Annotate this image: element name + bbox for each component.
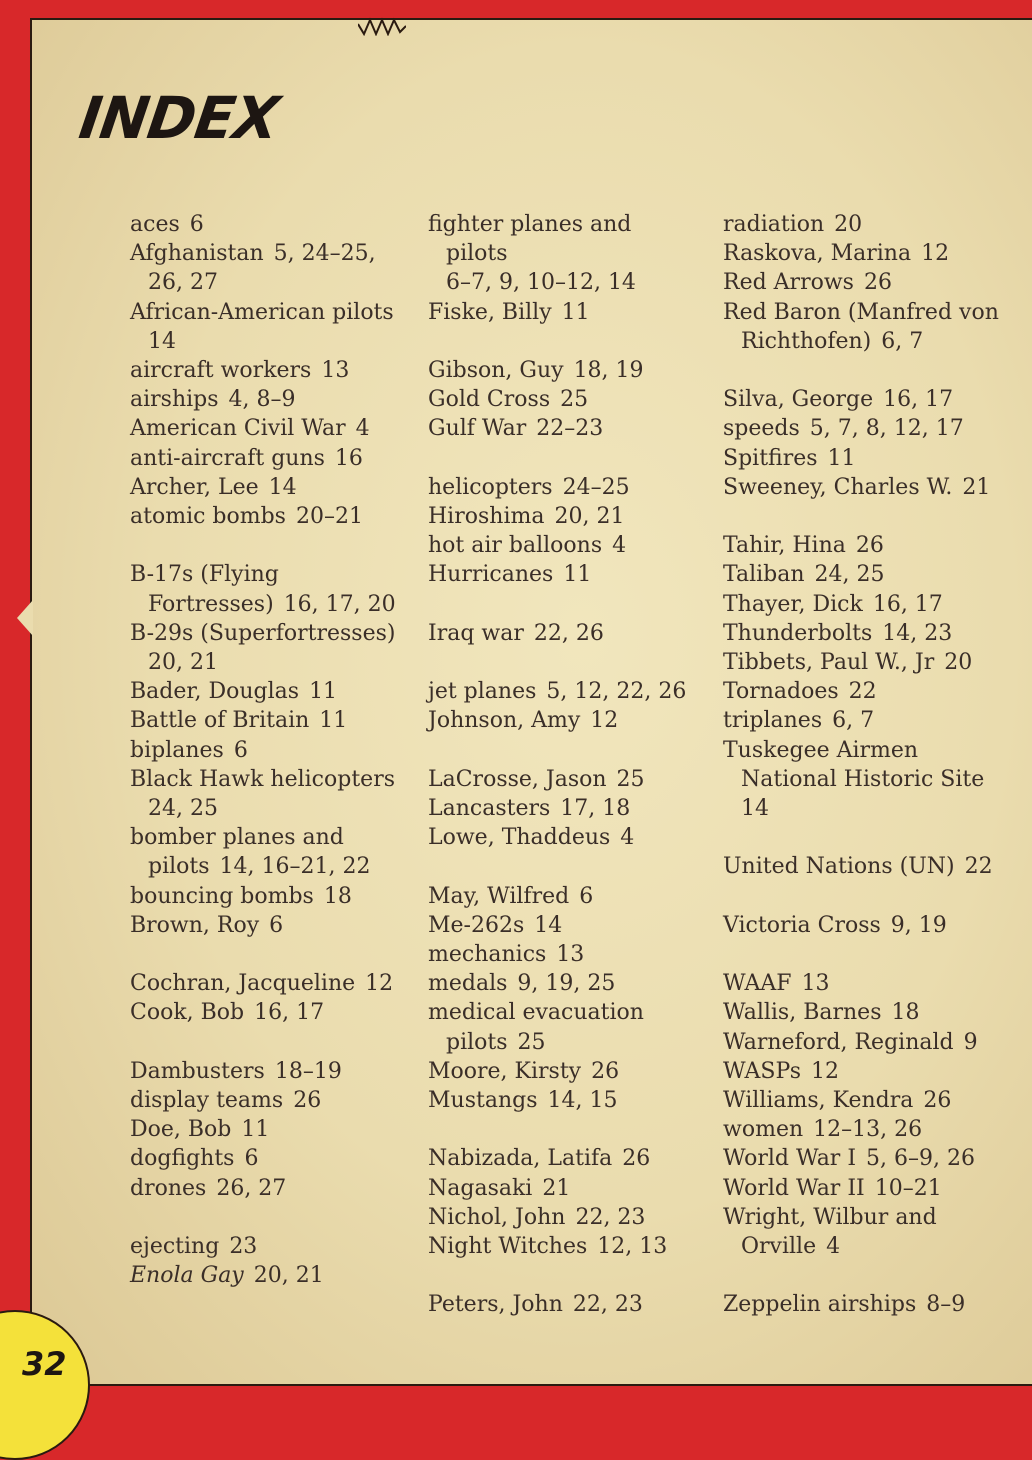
page-number: 32	[22, 1345, 67, 1383]
index-entry	[130, 210, 400, 239]
index-pages: 22	[848, 679, 877, 705]
index-entry	[130, 414, 400, 443]
index-entry	[130, 1232, 400, 1261]
index-pages: 12	[810, 1058, 839, 1084]
index-pages: 26	[622, 1146, 651, 1172]
index-term: Night Witches	[428, 1234, 588, 1259]
index-entry	[130, 998, 400, 1027]
index-entry	[723, 1144, 1003, 1173]
index-term: Gulf War	[428, 416, 527, 442]
index-pages: 11	[563, 562, 592, 588]
index-term: fighter planes and pilots 6–7, 9, 10–12, 14	[428, 212, 636, 296]
index-term: Iraq war	[428, 620, 524, 646]
index-entry	[428, 1174, 698, 1203]
index-entry	[723, 1174, 1003, 1203]
index-term: Moore, Kirsty	[428, 1058, 582, 1084]
index-entry	[723, 1057, 1003, 1086]
index-pages: 18, 19	[573, 358, 644, 383]
index-entry	[428, 706, 698, 735]
index-entry	[723, 560, 1003, 589]
index-entry	[723, 239, 1003, 268]
index-pages: 24, 25	[814, 562, 885, 588]
index-entry	[723, 268, 1003, 297]
index-entry	[723, 385, 1003, 414]
index-column-1	[130, 210, 400, 1290]
index-pages: 12	[365, 971, 394, 997]
index-term: Bader, Douglas	[130, 679, 300, 705]
index-term: women	[723, 1117, 804, 1143]
index-entry	[130, 1086, 400, 1115]
index-term: atomic bombs	[130, 504, 286, 530]
index-term: display teams	[130, 1088, 284, 1114]
index-entry	[428, 677, 698, 706]
index-entry	[130, 619, 400, 677]
index-entry	[130, 911, 400, 940]
index-pages: 25	[616, 766, 645, 792]
index-term: Enola Gay	[130, 1263, 244, 1289]
index-pages: 6	[269, 912, 284, 938]
index-pages: 12	[921, 241, 950, 267]
index-entry	[723, 911, 1003, 940]
index-term: Red Baron (Manfred von Richthofen)	[723, 299, 999, 354]
index-term: Cook, Bob	[130, 1000, 245, 1026]
index-pages: 5, 7, 8, 12, 17	[809, 416, 964, 442]
index-entry	[130, 560, 400, 618]
index-entry	[428, 1203, 698, 1232]
index-entry	[428, 1057, 698, 1086]
index-pages: 26	[863, 270, 892, 296]
index-pages: 11	[319, 708, 348, 734]
index-pages: 21	[962, 474, 991, 500]
index-entry	[130, 385, 400, 414]
index-entry	[723, 706, 1003, 735]
index-term: B-17s (Flying Fortresses)	[130, 562, 279, 617]
index-pages: 26	[855, 533, 884, 559]
index-term: ejecting	[130, 1234, 220, 1260]
index-pages: 9, 19, 25	[517, 971, 616, 997]
index-entry	[723, 444, 1003, 473]
index-pages: 20–21	[295, 504, 363, 530]
index-term: aircraft workers	[130, 358, 312, 384]
index-term: Raskova, Marina	[723, 241, 912, 267]
index-pages: 5, 12, 22, 26	[546, 679, 687, 705]
index-pages: 13	[801, 971, 830, 997]
index-term: Gold Cross	[428, 387, 551, 413]
index-term: Wright, Wilbur and Orville	[723, 1204, 937, 1260]
index-term: Archer, Lee	[130, 474, 259, 500]
torn-edge-icon	[358, 12, 406, 36]
index-term: Dambusters	[130, 1058, 265, 1084]
index-pages: 26, 27	[216, 1175, 287, 1201]
index-term: medals	[428, 971, 508, 997]
index-pages: 11	[309, 679, 338, 705]
index-term: Nabizada, Latifa	[428, 1146, 613, 1172]
index-pages: 6	[189, 212, 204, 237]
index-pages: 11	[241, 1117, 270, 1143]
index-entry	[130, 736, 400, 765]
index-pages: 20, 21	[253, 1263, 324, 1289]
index-entry	[428, 473, 698, 502]
index-pages: 9, 19	[890, 912, 947, 938]
index-entry	[723, 210, 1003, 239]
index-pages: 23	[229, 1234, 258, 1260]
index-entry	[723, 590, 1003, 619]
index-term: Lowe, Thaddeus	[428, 825, 611, 851]
index-pages: 22, 23	[572, 1292, 643, 1318]
index-entry	[723, 969, 1003, 998]
index-term: WAAF	[723, 971, 792, 997]
index-pages: 17, 18	[560, 795, 631, 821]
index-term: Sweeney, Charles W.	[723, 474, 953, 500]
index-pages: 16, 17	[883, 387, 954, 413]
index-pages: 13	[321, 358, 350, 384]
index-entry	[723, 736, 1003, 824]
index-term: United Nations (UN)	[723, 854, 955, 880]
index-term: African-American pilots 14	[130, 299, 394, 354]
index-entry	[428, 502, 698, 531]
index-pages: 8–9	[926, 1292, 966, 1318]
index-term: Peters, John	[428, 1292, 563, 1318]
index-entry	[428, 385, 698, 414]
index-entry	[130, 444, 400, 473]
index-pages: 14	[534, 912, 563, 938]
index-pages: 26	[591, 1058, 620, 1084]
index-term: airships	[130, 387, 219, 413]
index-term: Doe, Bob	[130, 1117, 232, 1143]
index-pages: 18–19	[274, 1058, 342, 1084]
index-entry	[130, 356, 400, 385]
index-entry	[723, 414, 1003, 443]
index-term: Cochran, Jacqueline	[130, 971, 356, 997]
index-entry	[130, 677, 400, 706]
index-term: Lancasters	[428, 795, 551, 821]
index-term: drones	[130, 1175, 207, 1201]
index-entry	[428, 823, 698, 852]
index-entry	[130, 298, 400, 356]
index-pages: 6	[233, 737, 248, 763]
index-entry	[130, 473, 400, 502]
index-entry	[130, 765, 400, 823]
index-term: Red Arrows	[723, 270, 854, 296]
index-pages: 12	[590, 708, 619, 734]
index-entry	[428, 794, 698, 823]
index-term: Spitfires	[723, 445, 818, 471]
index-entry	[130, 1261, 400, 1290]
index-entry	[428, 1290, 698, 1319]
index-entry	[428, 1144, 698, 1173]
index-pages: 18	[891, 1000, 920, 1026]
index-term: triplanes	[723, 708, 823, 734]
index-term: WASPs	[723, 1058, 801, 1084]
index-term: biplanes	[130, 737, 224, 763]
index-term: bouncing bombs	[130, 883, 314, 909]
index-term: B-29s (Superfortresses) 20, 21	[130, 620, 396, 676]
index-term: anti-aircraft guns	[130, 445, 325, 471]
index-term: Tahir, Hina	[723, 533, 846, 559]
index-entry	[428, 560, 698, 589]
index-pages: 14, 16–21, 22	[219, 854, 371, 880]
index-pages: 16	[334, 445, 363, 471]
index-pages: 25	[517, 1029, 546, 1055]
index-pages: 6, 7	[881, 328, 924, 354]
index-term: Brown, Roy	[130, 912, 260, 938]
index-pages: 4	[355, 416, 370, 442]
index-column-2	[428, 210, 698, 1320]
index-term: Battle of Britain	[130, 708, 310, 734]
index-term: Thayer, Dick	[723, 591, 863, 617]
index-term: hot air balloons	[428, 533, 603, 559]
index-term: May, Wilfred	[428, 883, 570, 909]
index-term: Victoria Cross	[723, 912, 881, 938]
index-pages: 6	[579, 883, 594, 909]
index-pages: 20	[944, 650, 973, 676]
index-pages: 22–23	[536, 416, 604, 442]
index-term: Johnson, Amy	[428, 708, 581, 734]
index-entry	[723, 619, 1003, 648]
index-entry	[130, 239, 400, 297]
index-term: Me-262s	[428, 912, 525, 938]
index-term: Mustangs	[428, 1088, 538, 1113]
index-entry	[130, 706, 400, 735]
index-pages: 12–13, 26	[813, 1117, 923, 1143]
index-pages: 6, 7	[832, 708, 875, 734]
index-pages: 20	[834, 212, 863, 237]
index-term: Williams, Kendra	[723, 1088, 914, 1114]
index-term: Warneford, Reginald	[723, 1029, 954, 1055]
index-entry	[428, 1086, 698, 1115]
index-pages: 24–25	[562, 474, 630, 500]
index-pages: 21	[542, 1175, 571, 1201]
index-pages: 4	[620, 825, 635, 851]
index-entry	[428, 531, 698, 560]
index-pages: 26	[923, 1088, 952, 1114]
index-pages: 18	[323, 883, 352, 909]
index-entry	[723, 1028, 1003, 1057]
index-entry	[428, 911, 698, 940]
index-entry	[428, 210, 698, 298]
index-term: Gibson, Guy	[428, 358, 564, 383]
index-pages: 22, 23	[575, 1204, 646, 1230]
index-term: Zeppelin airships	[723, 1292, 917, 1318]
index-term: bomber planes and pilots	[130, 825, 344, 880]
index-term: Wallis, Barnes	[723, 1000, 882, 1026]
index-entry	[428, 414, 698, 443]
index-term: Tornadoes	[723, 679, 839, 705]
index-column-3	[723, 210, 1003, 1320]
index-term: Taliban	[723, 562, 805, 588]
index-entry	[130, 1115, 400, 1144]
index-pages: 11	[561, 299, 590, 325]
index-pages: 22, 26	[533, 620, 604, 646]
index-entry	[723, 998, 1003, 1027]
index-pages: 14, 15	[547, 1088, 618, 1113]
index-pages: 13	[556, 941, 585, 967]
index-entry	[723, 531, 1003, 560]
index-entry	[130, 969, 400, 998]
index-entry	[428, 619, 698, 648]
index-term: Nagasaki	[428, 1175, 533, 1201]
index-term: speeds	[723, 416, 800, 442]
index-term: American Civil War	[130, 416, 346, 442]
index-entry	[428, 765, 698, 794]
index-pages: 12, 13	[597, 1234, 668, 1259]
index-entry	[723, 298, 1003, 356]
index-entry	[130, 1057, 400, 1086]
index-pages: 9	[963, 1029, 978, 1055]
index-term: helicopters	[428, 474, 553, 500]
index-pages: 11	[827, 445, 856, 471]
index-term: radiation	[723, 212, 825, 237]
index-entry	[428, 969, 698, 998]
index-entry	[428, 882, 698, 911]
index-term: Afghanistan	[130, 241, 264, 267]
index-pages: 25	[560, 387, 589, 413]
index-entry	[130, 882, 400, 911]
index-entry	[723, 677, 1003, 706]
index-term: Nichol, John	[428, 1204, 566, 1230]
index-pages: 4	[826, 1234, 841, 1260]
index-pages: 14	[268, 474, 297, 500]
index-pages: 14, 23	[882, 620, 953, 646]
index-pages: 16, 17	[872, 591, 943, 617]
index-entry	[130, 1174, 400, 1203]
index-term: medical evacuation pilots	[428, 1000, 644, 1055]
index-term: Silva, George	[723, 387, 874, 413]
index-entry	[428, 356, 698, 385]
index-entry	[723, 1086, 1003, 1115]
index-entry	[723, 1290, 1003, 1319]
index-entry	[723, 648, 1003, 677]
index-entry	[428, 940, 698, 969]
index-term: Black Hawk helicopters 24, 25	[130, 766, 395, 822]
index-entry	[723, 473, 1003, 502]
index-pages: 16, 17	[254, 1000, 325, 1026]
index-entry	[723, 1203, 1003, 1261]
index-pages: 5, 6–9, 26	[866, 1146, 975, 1172]
index-term: Tibbets, Paul W., Jr	[723, 650, 935, 676]
index-term: aces	[130, 212, 180, 237]
index-entry	[428, 1232, 698, 1261]
index-term: Tuskegee Airmen National Historic Site 14	[723, 737, 985, 822]
index-term: mechanics	[428, 941, 547, 967]
index-term: LaCrosse, Jason	[428, 766, 607, 792]
index-term: World War II	[723, 1175, 865, 1201]
index-pages: 5, 24–25, 26, 27	[148, 241, 376, 296]
index-entry	[723, 852, 1003, 881]
page-title: INDEX	[75, 84, 283, 152]
index-pages: 10–21	[874, 1175, 942, 1201]
index-term: Fiske, Billy	[428, 299, 552, 325]
index-pages: 20, 21	[554, 504, 625, 529]
index-pages: 16, 17, 20	[283, 591, 396, 617]
index-term: World War I	[723, 1146, 857, 1172]
index-entry	[130, 1144, 400, 1173]
index-entry	[428, 298, 698, 327]
index-term: dogfights	[130, 1146, 235, 1172]
index-pages: 26	[293, 1088, 322, 1114]
index-pages: 22	[964, 854, 993, 880]
index-entry	[130, 823, 400, 881]
page-notch	[17, 600, 33, 636]
index-term: Hurricanes	[428, 562, 554, 588]
index-term: jet planes	[428, 679, 537, 705]
index-pages: 6	[244, 1146, 259, 1172]
index-pages: 4, 8–9	[228, 387, 296, 413]
index-term: Thunderbolts	[723, 620, 873, 646]
index-pages: 4	[612, 533, 627, 559]
index-term: Hiroshima	[428, 504, 545, 529]
index-entry	[723, 1115, 1003, 1144]
index-entry	[130, 502, 400, 531]
index-entry	[428, 998, 698, 1056]
